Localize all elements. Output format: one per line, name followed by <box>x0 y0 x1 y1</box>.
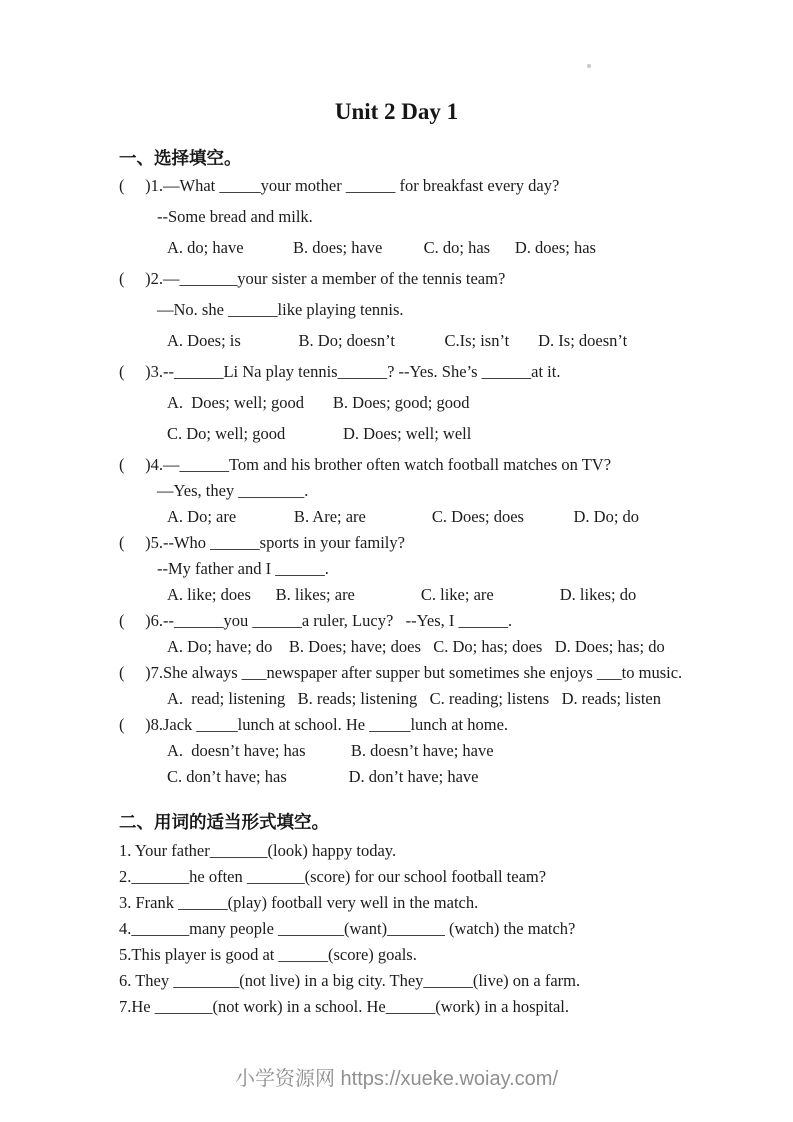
worksheet-line: ( )8.Jack _____lunch at school. He _____lunch at home. <box>119 715 509 734</box>
worksheet-line: ( )3.--______Li Na play tennis______? --Yes. She’s ______at it. <box>119 362 561 381</box>
worksheet-line: --Some bread and milk. <box>157 207 313 226</box>
worksheet-line: ( )4.—______Tom and his brother often watch football matches on TV? <box>119 455 612 474</box>
exercise-line: 5.This player is good at ______(score) goals. <box>119 945 417 964</box>
footer-credit: 小学资源网 https://xueke.woiay.com/ <box>234 1068 559 1090</box>
worksheet-line: C. don’t have; has D. don’t have; have <box>167 767 479 786</box>
worksheet-line: ( )2.—_______your sister a member of the tennis team? <box>119 269 506 288</box>
worksheet-line: —Yes, they ________. <box>157 481 309 500</box>
section2-lines <box>119 841 775 1016</box>
worksheet-line: A. doesn’t have; has B. doesn’t have; have <box>167 741 494 760</box>
exercise-line: 2._______he often _______(score) for our school football team? <box>119 867 547 886</box>
section1-lines <box>119 176 775 786</box>
exercise-line: 6. They ________(not live) in a big city. They______(live) on a farm. <box>119 971 581 990</box>
worksheet-line: --My father and I ______. <box>157 559 329 578</box>
worksheet-line: C. Do; well; good D. Does; well; well <box>167 424 472 443</box>
worksheet-line: A. Does; well; good B. Does; good; good <box>167 393 470 412</box>
exercise-line: 3. Frank ______(play) football very well in the match. <box>119 893 479 912</box>
section1-heading: 一、选择填空。 <box>119 148 242 168</box>
worksheet-line: —No. she ______like playing tennis. <box>157 300 404 319</box>
worksheet-content <box>0 147 793 1016</box>
worksheet-line: ( )1.—What _____your mother ______ for breakfast every day? <box>119 176 560 195</box>
section2-heading: 二、用词的适当形式填空。 <box>119 812 329 832</box>
exercise-line: 4._______many people ________(want)_______ (watch) the match? <box>119 919 576 938</box>
worksheet-line: A. read; listening B. reads; listening C. reading; listens D. reads; listen <box>167 689 662 708</box>
exercise-line: 7.He _______(not work) in a school. He______(work) in a hospital. <box>119 997 570 1016</box>
scan-artifact-dot <box>587 64 591 68</box>
page-title: Unit 2 Day 1 <box>334 99 459 124</box>
worksheet-line: A. Do; are B. Are; are C. Does; does D. Do; do <box>167 507 640 526</box>
exercise-line: 1. Your father_______(look) happy today. <box>119 841 397 860</box>
worksheet-line: A. like; does B. likes; are C. like; are D. likes; do <box>167 585 637 604</box>
worksheet-line: ( )7.She always ___newspaper after supper but sometimes she enjoys ___to music. <box>119 663 683 682</box>
worksheet-line: A. do; have B. does; have C. do; has D. does; has <box>167 238 596 257</box>
worksheet-line: ( )5.--Who ______sports in your family? <box>119 533 405 552</box>
worksheet-line: A. Does; is B. Do; doesn’t C.Is; isn’t D. Is; doesn’t <box>167 331 628 350</box>
worksheet-line: A. Do; have; do B. Does; have; does C. Do; has; does D. Does; has; do <box>167 637 665 656</box>
worksheet-line: ( )6.--______you ______a ruler, Lucy? --Yes, I ______. <box>119 611 513 630</box>
